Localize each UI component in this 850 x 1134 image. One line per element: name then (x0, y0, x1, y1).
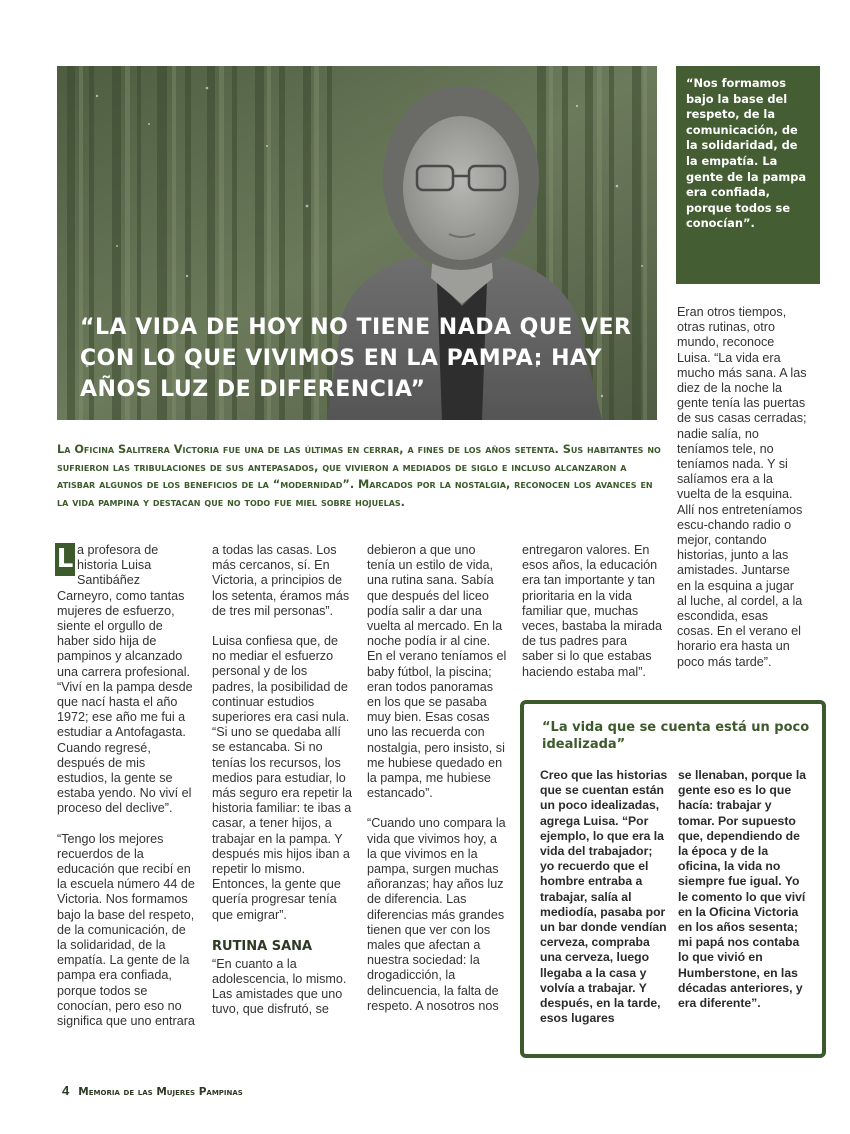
section-subheading: RUTINA SANA (212, 938, 313, 954)
paragraph: entregaron valores. En esos años, la educación era tan importante y tan prioritaria en la vida familiar que, muchas veces, bastaba la mirada de tus padres para saber si lo que estabas haciendo estaba mal”. (522, 543, 663, 679)
paragraph: debieron a que uno tenía un estilo de vida, una rutina sana. Sabía que después del liceo podía salir a dar una vuelta al mercado. En la noche podía ir al cine. En el verano teníamos el baby fútbol, la piscina; eran todos panoramas en los que se pasaba muy bien. Esas cosas uno las recuerda con nostalgia, pero insisto, si me hubiese quedado en la pampa, me hubiese estancado”. (367, 543, 507, 801)
hero-pull-quote: “LA VIDA DE HOY NO TIENE NADA QUE VER CON LO QUE VIVIMOS EN LA PAMPA: HAY AÑOS LUZ DE DIFERENCIA” (80, 315, 632, 402)
page-number: 4 (62, 1083, 70, 1098)
sidebar-column-1: Creo que las historias que se cuentan están un poco idealizadas, agrega Luisa. “Por ejemplo, lo que era la vida del trabajador; yo recuerdo que el hombre entraba a trabajar, salía al mediodía, pasaba por un bar donde vendían cerveza, compraba una cerveza, luego llegaba a la casa y volvía a trabajar. Y después, en la tarde, esos lugares (540, 768, 668, 1026)
article-column-4 (522, 543, 662, 695)
paragraph-text: a profesora de historia Luisa Santibáñez Carneyro, como tantas mujeres de esfuerzo, siente el orgullo de haber sido hija de pampinos y alcanzado una carrera profesional. “Viví en la pampa desde que nací hasta el año 1972; ese año me fui a estudiar a Antofagasta. Cuando regresé, después de mis estudios, la gente se estaba yendo. No viví el proceso del declive”. (57, 543, 193, 816)
article-column-5 (677, 305, 807, 685)
sidebar-column-2: se llenaban, porque la gente eso es lo que hacía: trabajar y tomar. Por supuesto que, dependiendo de la época y de la oficina, la vida no siempre fue igual. Yo le comento lo que viví en la Oficina Victoria en los años sesenta; mi papá nos contaba lo que vivió en Humberstone, en las décadas anteriores, y era diferente”. (678, 768, 807, 1011)
side-pull-quote: “Nos formamos bajo la base del respeto, de la comunicación, de la solidaridad, de la empatía. La gente de la pampa era confiada, porque todos se conocían”. (686, 76, 807, 231)
drop-cap: L (56, 544, 74, 574)
lead-paragraph: La Oficina Salitrera Victoria fue una de las últimas en cerrar, a fines de los años setenta. Sus habitantes no sufrieron las tribulaciones de sus antepasados, que vivieron a mediados de siglo e incluso alcanzaron a atisbar algunos de los beneficios de la “modernidad”. Marcados por la nostalgia, reconocen los avances en la vida pampina y destacan que no todo fue miel sobre hojuelas. (57, 443, 661, 509)
article-column-1 (57, 543, 197, 1044)
article-column-2 (212, 543, 352, 1033)
paragraph: a todas las casas. Los más cercanos, sí. En Victoria, a principios de los setenta, éramos más de tres mil personas”. (212, 543, 350, 618)
paragraph: Luisa confiesa que, de no mediar el esfuerzo personal y de los padres, la posibilidad de continuar estudios superiores era casi nula. “Si uno se quedaba allí se estancaba. Si no tenías los recursos, los medios para estudiar, lo más seguro era repetir la historia familiar: te ibas a casar, a tener hijos, a trabajar en la pampa. Y después mis hijos iban a repetir lo mismo. Entonces, la gente que quería progresar tenía que emigrar”. (212, 634, 352, 922)
sidebar-box (520, 700, 826, 1058)
paragraph: “Cuando uno compara la vida que vivimos hoy, a la que vivimos en la pampa, surgen muchas añoranzas; hay años luz de diferencia. Las diferencias más grandes tienen que ver con los males que afectan a nuestra sociedad: la drogadicción, la delincuencia, la falta de respeto. A nosotros nos (367, 816, 506, 1013)
publication-title: Memoria de las Mujeres Pampinas (78, 1086, 243, 1098)
sidebar-title: “La vida que se cuenta está un poco idealizada” (542, 720, 810, 752)
hero-photo (57, 66, 657, 420)
paragraph: “En cuanto a la adolescencia, lo mismo. Las amistades que uno tuvo, que disfrutó, se (212, 956, 347, 1017)
paragraph: Eran otros tiempos, otras rutinas, otro mundo, reconoce Luisa. “La vida era mucho más sana. A las diez de la noche la gente tenía las puertas de sus casas cerradas; nadie salía, no teníamos tele, no teníamos nada. Y si salíamos era a la vuelta de la esquina. Allí nos entreteníamos escu-chando radio o mejor, contando historias, junto a las amistades. Juntarse en la esquina a jugar al luche, al cordel, a la escondida, esas cosas. En el verano el horario era hasta un poco más tarde”. (677, 305, 807, 669)
paragraph (57, 543, 197, 817)
article-column-3 (367, 543, 507, 1029)
side-pull-quote-box (676, 66, 820, 284)
paragraph: “Tengo los mejores recuerdos de la educación que recibí en la escuela número 44 de Victoria. Nos formamos bajo la base del respeto, de la comunicación, de la solidaridad, de la empatía. La gente de la pampa era confiada, porque todos se conocían, pero eso no significa que uno entrara (57, 831, 195, 1029)
page-footer (62, 1083, 243, 1098)
